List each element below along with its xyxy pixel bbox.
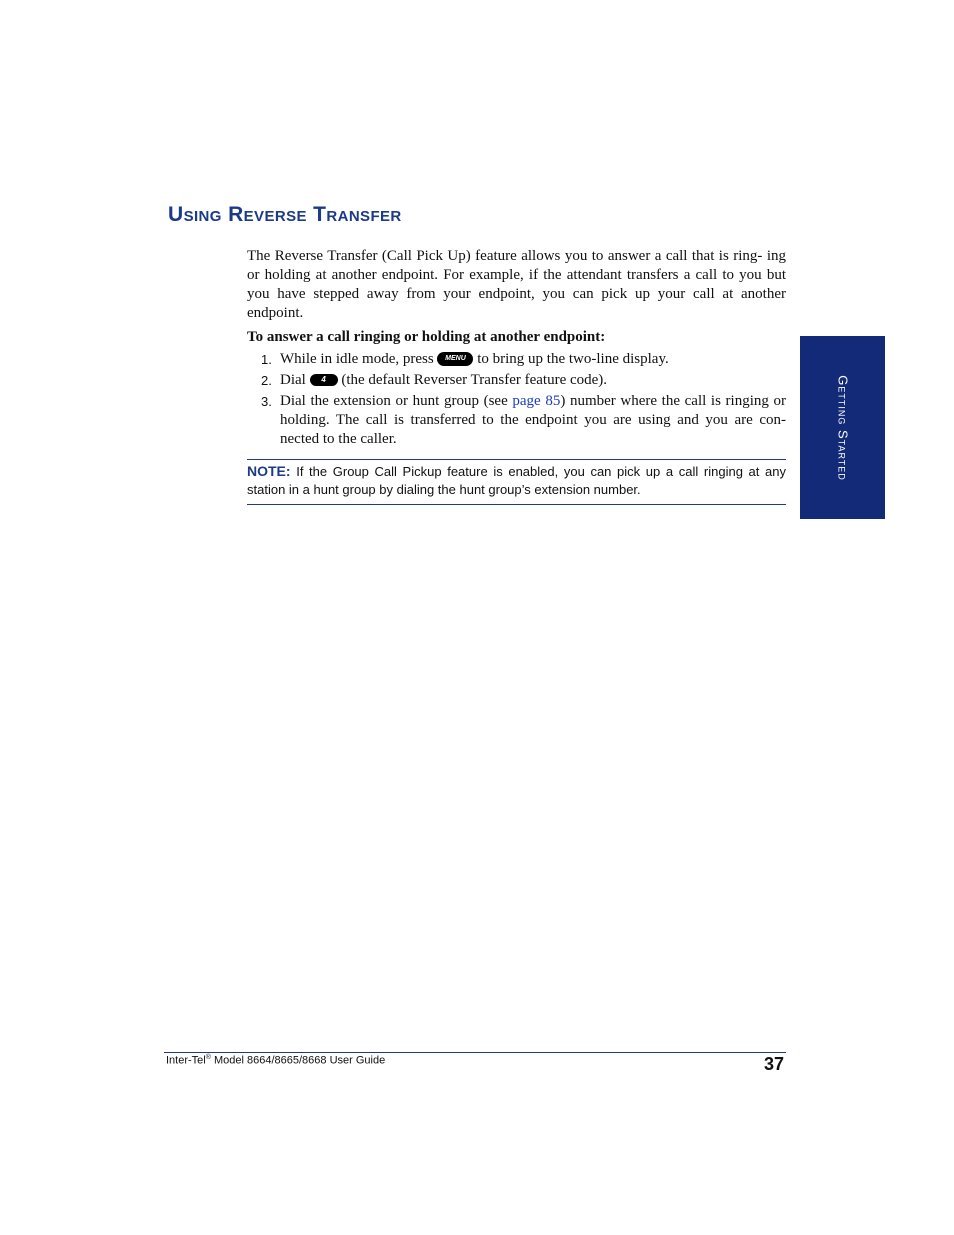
step-number: 2.	[261, 373, 272, 388]
menu-key-icon: MENU	[437, 352, 473, 366]
footer-title	[166, 1054, 385, 1067]
registered-mark: ®	[205, 1054, 211, 1061]
note-box	[247, 459, 786, 505]
step-text: Dial	[280, 372, 306, 388]
step-text: While in idle mode, press	[280, 351, 434, 367]
step-text: ) number where the call is ringing or holding. The call is transferred to the endpoint you are using and you are con- nected to the caller.	[280, 393, 787, 447]
footer-divider	[164, 1052, 786, 1053]
note-label: NOTE:	[247, 463, 291, 479]
side-chapter-tab[interactable]	[800, 336, 885, 519]
procedure-title: To answer a call ringing or holding at another endpoint:	[247, 329, 606, 345]
step-text: to bring up the two-line display.	[477, 351, 669, 367]
step-3	[247, 392, 786, 449]
step-1	[247, 350, 786, 369]
page-number: 37	[763, 1054, 784, 1074]
step-text: Dial the extension or hunt group (see	[280, 393, 508, 409]
step-text: (the default Reverser Transfer feature code).	[341, 372, 608, 388]
dial-key-4-icon: 4	[310, 374, 338, 386]
step-number: 1.	[261, 352, 272, 367]
footer-brand: Inter-Tel	[166, 1054, 206, 1067]
step-2	[247, 371, 786, 390]
procedure-steps	[247, 350, 786, 451]
note-text: If the Group Call Pickup feature is enabled, you can pick up a call ringing at any station in a hunt group by dialing the hunt group’s extension number.	[247, 464, 786, 497]
side-tab-label: Getting Started	[835, 374, 850, 481]
footer-guide: Model 8664/8665/8668 User Guide	[210, 1054, 386, 1067]
section-heading: Using Reverse Transfer	[168, 203, 402, 226]
page-reference-link[interactable]: page 85	[512, 393, 561, 409]
intro-paragraph: The Reverse Transfer (Call Pick Up) feature allows you to answer a call that is ring- ing or holding at another endpoint. For example, if the attendant transfers a call to you but you have stepped away from your endpoint, you can pick up your call at another endpoint.	[247, 248, 786, 321]
step-number: 3.	[261, 394, 272, 409]
